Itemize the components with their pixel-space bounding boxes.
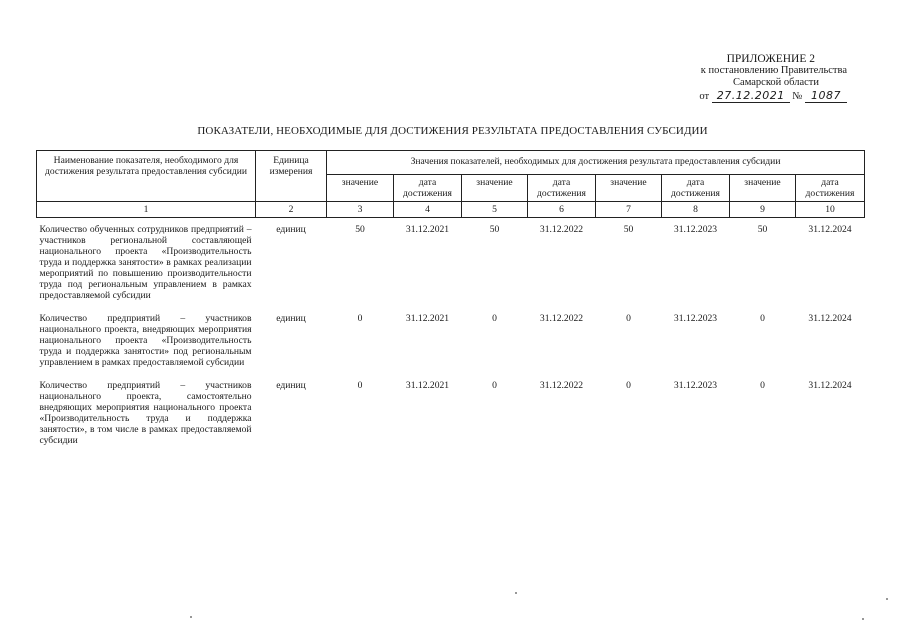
column-number-row <box>37 202 865 218</box>
scan-speck <box>886 598 888 600</box>
value-cell: 0 <box>760 313 765 324</box>
value-cell: 50 <box>355 224 365 235</box>
value-cell: 0 <box>760 380 765 391</box>
date-cell: 31.12.2023 <box>673 224 718 235</box>
column-number: 6 <box>528 202 596 218</box>
date-cell: 31.12.2024 <box>808 380 852 391</box>
table-row <box>37 374 865 452</box>
column-number: 1 <box>37 202 256 218</box>
header-sub-date: дата достижения <box>662 175 730 202</box>
column-number: 3 <box>327 202 394 218</box>
date-cell: 31.12.2021 <box>405 380 450 391</box>
indicator-name: Количество предприятий – участников национального проекта, самостоятельно внедряющих мероприятия национального проекта «Производительность труда и поддержка занятости», в том числе в рамках предоставляемой субсидии <box>39 380 252 446</box>
header-sub-date: дата достижения <box>394 175 462 202</box>
date-cell: 31.12.2024 <box>808 224 852 235</box>
date-cell: 31.12.2022 <box>539 380 584 391</box>
date-cell: 31.12.2023 <box>673 313 718 324</box>
header-sub-value: значение <box>327 175 394 202</box>
date-cell: 31.12.2023 <box>673 380 718 391</box>
header-sub-value: значение <box>730 175 796 202</box>
value-cell: 0 <box>626 380 631 391</box>
date-cell: 31.12.2021 <box>405 224 450 235</box>
value-cell: 0 <box>357 380 363 391</box>
table-row <box>37 307 865 374</box>
indicator-unit: единиц <box>276 224 306 235</box>
appendix-resolution-line: к постановлению Правительства <box>700 65 847 76</box>
appendix-region-line: Самарской области <box>733 77 819 88</box>
number-label: № <box>792 91 803 102</box>
date-cell: 31.12.2021 <box>405 313 450 324</box>
indicator-name: Количество обученных сотрудников предприятий – участников региональной составляющей национального проекта «Производительность труда и поддержка занятости» в рамках реализации мероприятий по повышению производительности труда под региональным управлением в рамках предоставляемой субсидии <box>39 224 252 301</box>
column-number: 4 <box>394 202 462 218</box>
header-sub-value: значение <box>596 175 662 202</box>
appendix-block <box>647 53 847 103</box>
document-title: ПОКАЗАТЕЛИ, НЕОБХОДИМЫЕ ДЛЯ ДОСТИЖЕНИЯ РЕЗУЛЬТАТА ПРЕДОСТАВЛЕНИЯ СУБСИДИИ <box>197 125 708 137</box>
appendix-date-number-row <box>647 90 847 103</box>
indicators-table <box>36 150 865 452</box>
header-sub-date: дата достижения <box>528 175 596 202</box>
header-sub-date: дата достижения <box>796 175 865 202</box>
header-sub-value: значение <box>462 175 528 202</box>
handwritten-number: 1087 <box>805 90 847 103</box>
handwritten-date: 27.12.2021 <box>712 90 790 103</box>
indicator-unit: единиц <box>276 380 306 391</box>
scan-speck <box>190 616 192 618</box>
indicator-name: Количество предприятий – участников национального проекта, внедряющих мероприятия национального проекта «Производительность труда и поддержка занятости» под региональным управлением в рамках предоставляемой субсидии <box>39 313 252 368</box>
date-cell: 31.12.2022 <box>539 224 584 235</box>
header-indicator-name: Наименование показателя, необходимого для достижения результата предоставления субсидии <box>37 151 256 202</box>
column-number: 8 <box>662 202 730 218</box>
date-cell: 31.12.2024 <box>808 313 852 324</box>
header-row-top <box>37 151 865 175</box>
indicator-unit: единиц <box>276 313 306 324</box>
column-number: 5 <box>462 202 528 218</box>
header-unit: Единица измерения <box>256 151 327 202</box>
value-cell: 50 <box>757 224 768 235</box>
column-number: 7 <box>596 202 662 218</box>
value-cell: 50 <box>489 224 500 235</box>
from-label: от <box>699 91 710 102</box>
column-number: 10 <box>796 202 865 218</box>
header-values-group: Значения показателей, необходимых для достижения результата предоставления субсидии <box>327 151 865 175</box>
column-number: 2 <box>256 202 327 218</box>
scan-speck <box>862 618 864 620</box>
value-cell: 0 <box>492 380 497 391</box>
column-number: 9 <box>730 202 796 218</box>
date-cell: 31.12.2022 <box>539 313 584 324</box>
value-cell: 0 <box>357 313 363 324</box>
scan-speck <box>515 592 517 594</box>
table-row <box>37 218 865 308</box>
appendix-title: ПРИЛОЖЕНИЕ 2 <box>726 53 815 65</box>
value-cell: 0 <box>626 313 631 324</box>
value-cell: 0 <box>492 313 497 324</box>
value-cell: 50 <box>623 224 634 235</box>
